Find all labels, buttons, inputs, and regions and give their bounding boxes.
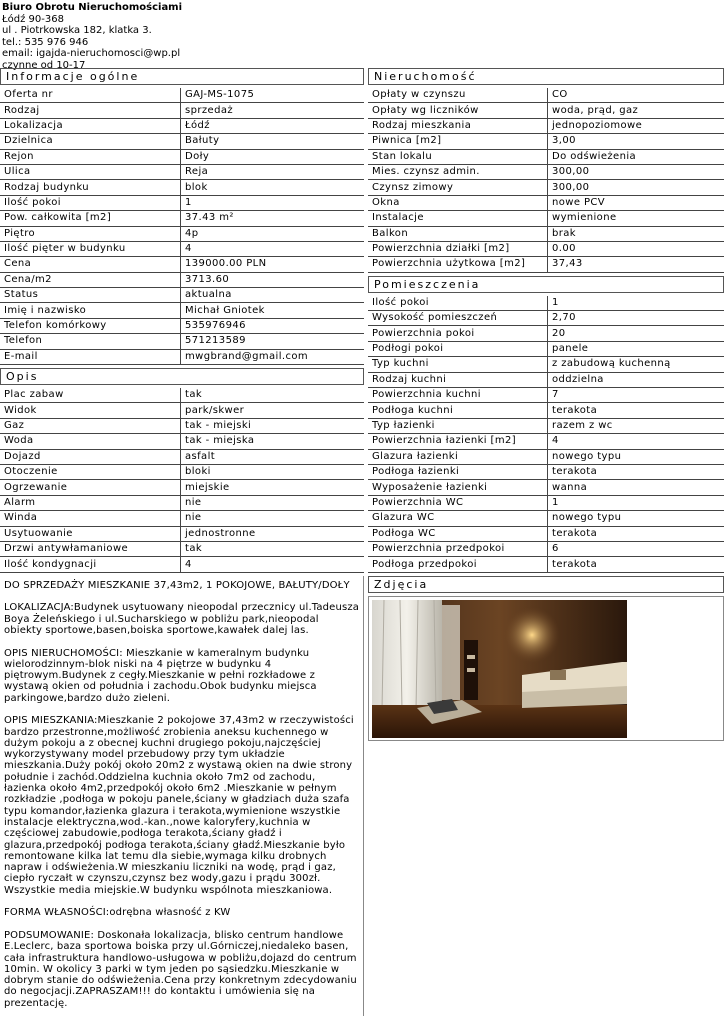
opis-value: tak - miejski [181,419,364,434]
info-value: 3713.60 [181,273,364,288]
pomieszczenia-value: terakota [548,465,724,480]
photo-container [368,596,724,741]
info-label: Dzielnica [0,134,181,149]
info-value: Doły [181,150,364,165]
pomieszczenia-row [368,296,724,311]
nieruchomosc-label: Stan lokalu [368,150,548,165]
pomieszczenia-label: Typ łazienki [368,419,548,434]
nieruchomosc-label: Okna [368,196,548,211]
opis-value: 4 [181,557,364,572]
opis-row [0,527,364,542]
info-label: Ulica [0,165,181,180]
info-value: Michał Gniotek [181,303,364,318]
opis-label: Widok [0,403,181,418]
description-paragraph: FORMA WŁASNOŚCI:odrębna własność z KW [4,907,231,919]
description-paragraph: PODSUMOWANIE: Doskonała lokalizacja, blisko centrum handlowe E.Leclerc, baza sportowa boiska przy ul.Górniczej,niedaleko basen, cała infrastruktura handlowo-usługowa w pobliżu,dojazd do centrum 10min. W okolicy 3 parki w tym jeden po sąsiedzku.Mieszkanie w dobrym stanie do odświeżenia.Cena przy konkretnym zdecydowaniu do negocjacji.ZAPRASZAM!!! do kontaktu i umówienia się na prezentację. [4,929,357,1009]
nieruchomosc-label: Powierzchnia użytkowa [m2] [368,257,548,272]
pomieszczenia-label: Typ kuchni [368,357,548,372]
pomieszczenia-label: Powierzchnia przedpokoi [368,542,548,557]
nieruchomosc-row [368,227,724,242]
info-row [0,180,364,195]
info-table [0,88,364,365]
pomieszczenia-row [368,419,724,434]
info-value: 4 [181,242,364,257]
pomieszczenia-value: terakota [548,527,724,542]
nieruchomosc-value: wymienione [548,211,724,226]
section-title-info: Informacje ogólne [0,68,364,85]
nieruchomosc-value: brak [548,227,724,242]
info-row [0,88,364,103]
pomieszczenia-row [368,542,724,557]
pomieszczenia-row [368,527,724,542]
info-row [0,288,364,303]
pomieszczenia-row [368,326,724,341]
info-label: Imię i nazwisko [0,303,181,318]
description-paragraph: OPIS MIESZKANIA:Mieszkanie 2 pokojowe 37,43m2 w rzeczywistości bardzo przestronne,możliwość zrobienia aneksu kuchennego w dużym pokoju a z obecnej kuchni drugiego pokoju,najczęściej wykorzystywany model przebudowy przy tym układzie mieszkania.Duży pokój około 20m2 z wystawą okien na dwie strony południe i zachód.Oddzielna kuchnia około 7m2 od zachodu, łazienka około 4m2,przedpokój około 6m2 .Mieszkanie w pełnym rozkładzie ,podłoga w pokoju panele,ściany w gładziach duża szafa typu komandor,łazienka glazura i terakota,wymienione wszystkie instalacje elektryczna,wod.-kan.,nowe kaloryfery,kuchnia w częściowej zabudowie,podłoga terakota,ściany gładź i glazura,przedpokój podłoga terakota,ściany gładź.Mieszkanie było remontowane kilka lat temu dla siebie,wymaga kilku drobnych napraw i odświeżenia.W mieszkaniu liczniki na wodę, prąd i gaz, ciepło ryczałt w czynszu,czynsz bez wody,gazu i prądu 300zł. Wszystkie media miejskie.W budynku wspólnota mieszkaniowa. [4,715,354,896]
pomieszczenia-label: Powierzchnia kuchni [368,388,548,403]
nieruchomosc-label: Mies. czynsz admin. [368,165,548,180]
nieruchomosc-row [368,242,724,257]
info-label: Cena [0,257,181,272]
opis-row [0,557,364,572]
info-row [0,134,364,149]
pomieszczenia-label: Podłoga kuchni [368,403,548,418]
pomieszczenia-row [368,480,724,495]
info-value: 535976946 [181,319,364,334]
pomieszczenia-value: nowego typu [548,450,724,465]
pomieszczenia-value: 20 [548,326,724,341]
pomieszczenia-row [368,311,724,326]
nieruchomosc-value: CO [548,88,724,103]
info-label: Telefon [0,334,181,349]
left-column [0,68,364,1016]
info-label: Cena/m2 [0,273,181,288]
opis-table [0,388,364,573]
opis-row [0,450,364,465]
pomieszczenia-row [368,342,724,357]
nieruchomosc-row [368,180,724,195]
pomieszczenia-row [368,403,724,418]
company-phone: tel.: 535 976 946 [2,36,89,48]
info-value: 1 [181,196,364,211]
opis-row [0,388,364,403]
nieruchomosc-label: Piwnica [m2] [368,134,548,149]
info-label: Telefon komórkowy [0,319,181,334]
nieruchomosc-row [368,150,724,165]
opis-row [0,419,364,434]
info-row [0,257,364,272]
opis-value: nie [181,496,364,511]
pomieszczenia-label: Ilość pokoi [368,296,548,311]
info-label: Piętro [0,227,181,242]
opis-label: Dojazd [0,450,181,465]
info-label: Ilość pokoi [0,196,181,211]
description-box [0,576,364,1016]
opis-row [0,542,364,557]
opis-value: nie [181,511,364,526]
nieruchomosc-value: nowe PCV [548,196,724,211]
nieruchomosc-label: Balkon [368,227,548,242]
info-row [0,196,364,211]
description-paragraph: LOKALIZACJA:Budynek usytuowany nieopodal przecznicy ul.Tadeusza Boya Żeleńskiego i ul.Sucharskiego w pobliżu park,nieopodal obiekty sportowe,basen,boiska sportowe,kawałek dalej las. [4,602,359,636]
info-value: Bałuty [181,134,364,149]
nieruchomosc-row [368,134,724,149]
info-row [0,334,364,349]
info-value: GAJ-MS-1075 [181,88,364,103]
company-street: ul . Piotrkowska 182, klatka 3. [2,25,152,36]
nieruchomosc-value: 37,43 [548,257,724,272]
nieruchomosc-label: Powierzchnia działki [m2] [368,242,548,257]
pomieszczenia-row [368,496,724,511]
pomieszczenia-label: Rodzaj kuchni [368,373,548,388]
opis-label: Winda [0,511,181,526]
opis-label: Ogrzewanie [0,480,181,495]
pomieszczenia-row [368,357,724,372]
nieruchomosc-row [368,88,724,103]
pomieszczenia-value: terakota [548,557,724,572]
info-value: mwgbrand@gmail.com [181,350,364,365]
info-value: 571213589 [181,334,364,349]
nieruchomosc-row [368,165,724,180]
info-value: 4p [181,227,364,242]
description-text [0,576,363,1009]
pomieszczenia-value: 1 [548,296,724,311]
info-value: 139000.00 PLN [181,257,364,272]
description-paragraph: OPIS NIERUCHOMOŚCI: Mieszkanie w kameralnym budynku wielorodzinnym-blok niski na 4 piętrze w budynku 4 piętrowym.Budynek z cegły.Mieszkanie w pełni rozkładowe z wystawą okien od południa i zachodu.Obok budynku miejsca parkingowe,bardzo dużo zieleni. [4,647,317,704]
pomieszczenia-row [368,388,724,403]
info-row [0,150,364,165]
opis-value: tak [181,388,364,403]
opis-value: tak - miejska [181,434,364,449]
info-label: Status [0,288,181,303]
apartment-photo[interactable] [372,600,627,738]
company-city: Łódź 90-368 [2,13,64,25]
info-row [0,242,364,257]
nieruchomosc-label: Instalacje [368,211,548,226]
opis-row [0,403,364,418]
info-label: Pow. całkowita [m2] [0,211,181,226]
pomieszczenia-value: 4 [548,434,724,449]
nieruchomosc-value: Do odświeżenia [548,150,724,165]
pomieszczenia-table [368,296,724,573]
info-value: blok [181,180,364,195]
nieruchomosc-value: woda, prąd, gaz [548,103,724,118]
nieruchomosc-value: 300,00 [548,180,724,195]
pomieszczenia-value: panele [548,342,724,357]
opis-value: asfalt [181,450,364,465]
info-value: aktualna [181,288,364,303]
pomieszczenia-row [368,373,724,388]
info-label: Lokalizacja [0,119,181,134]
description-paragraph: DO SPRZEDAŻY MIESZKANIE 37,43m2, 1 POKOJOWE, BAŁUTY/DOŁY [4,579,350,591]
nieruchomosc-label: Opłaty wg liczników [368,103,548,118]
opis-row [0,511,364,526]
opis-value: miejskie [181,480,364,495]
info-row [0,211,364,226]
nieruchomosc-table [368,88,724,273]
nieruchomosc-row [368,196,724,211]
info-label: Ilość pięter w budynku [0,242,181,257]
opis-label: Drzwi antywłamaniowe [0,542,181,557]
section-title-opis: Opis [0,368,364,385]
opis-label: Alarm [0,496,181,511]
pomieszczenia-value: 2,70 [548,311,724,326]
opis-label: Gaz [0,419,181,434]
pomieszczenia-label: Podłoga WC [368,527,548,542]
nieruchomosc-label: Opłaty w czynszu [368,88,548,103]
section-title-zdjecia: Zdjęcia [368,576,724,593]
nieruchomosc-value: jednopoziomowe [548,119,724,134]
info-row [0,227,364,242]
pomieszczenia-row [368,511,724,526]
info-row [0,350,364,365]
opis-label: Usytuowanie [0,527,181,542]
opis-label: Ilość kondygnacji [0,557,181,572]
section-title-pomieszczenia: Pomieszczenia [368,276,724,293]
opis-row [0,496,364,511]
company-name: Biuro Obrotu Nieruchomościami [2,2,183,13]
nieruchomosc-row [368,257,724,272]
pomieszczenia-value: 6 [548,542,724,557]
pomieszczenia-label: Powierzchnia łazienki [m2] [368,434,548,449]
opis-value: jednostronne [181,527,364,542]
pomieszczenia-value: wanna [548,480,724,495]
info-row [0,119,364,134]
pomieszczenia-row [368,465,724,480]
nieruchomosc-value: 0.00 [548,242,724,257]
right-column [368,68,724,741]
pomieszczenia-label: Podłogi pokoi [368,342,548,357]
nieruchomosc-label: Czynsz zimowy [368,180,548,195]
pomieszczenia-row [368,434,724,449]
pomieszczenia-value: 1 [548,496,724,511]
opis-row [0,434,364,449]
opis-label: Plac zabaw [0,388,181,403]
info-value: sprzedaż [181,103,364,118]
nieruchomosc-value: 3,00 [548,134,724,149]
opis-value: park/skwer [181,403,364,418]
nieruchomosc-row [368,103,724,118]
info-row [0,273,364,288]
info-label: Rejon [0,150,181,165]
info-row [0,319,364,334]
company-hours: czynne od 10-17 [2,59,86,71]
pomieszczenia-label: Wysokość pomieszczeń [368,311,548,326]
nieruchomosc-label: Rodzaj mieszkania [368,119,548,134]
pomieszczenia-value: oddzielna [548,373,724,388]
opis-row [0,480,364,495]
pomieszczenia-label: Powierzchnia pokoi [368,326,548,341]
info-label: E-mail [0,350,181,365]
info-value: 37.43 m² [181,211,364,226]
pomieszczenia-label: Podłoga przedpokoi [368,557,548,572]
info-label: Rodzaj budynku [0,180,181,195]
opis-label: Woda [0,434,181,449]
pomieszczenia-label: Glazura WC [368,511,548,526]
info-row [0,165,364,180]
company-email: email: igajda-nieruchomosci@wp.pl [2,48,181,59]
info-row [0,303,364,318]
pomieszczenia-value: terakota [548,403,724,418]
nieruchomosc-row [368,211,724,226]
agency-header [2,2,182,71]
opis-label: Otoczenie [0,465,181,480]
nieruchomosc-row [368,119,724,134]
info-value: Reja [181,165,364,180]
info-label: Rodzaj [0,103,181,118]
pomieszczenia-value: 7 [548,388,724,403]
pomieszczenia-row [368,557,724,572]
pomieszczenia-label: Powierzchnia WC [368,496,548,511]
pomieszczenia-label: Podłoga łazienki [368,465,548,480]
section-title-nieruchomosc: Nieruchomość [368,68,724,85]
info-value: Łódź [181,119,364,134]
opis-row [0,465,364,480]
pomieszczenia-row [368,450,724,465]
info-row [0,103,364,118]
nieruchomosc-value: 300,00 [548,165,724,180]
pomieszczenia-label: Glazura łazienki [368,450,548,465]
opis-value: tak [181,542,364,557]
info-label: Oferta nr [0,88,181,103]
pomieszczenia-label: Wyposażenie łazienki [368,480,548,495]
opis-value: bloki [181,465,364,480]
pomieszczenia-value: razem z wc [548,419,724,434]
pomieszczenia-value: z zabudową kuchenną [548,357,724,372]
pomieszczenia-value: nowego typu [548,511,724,526]
